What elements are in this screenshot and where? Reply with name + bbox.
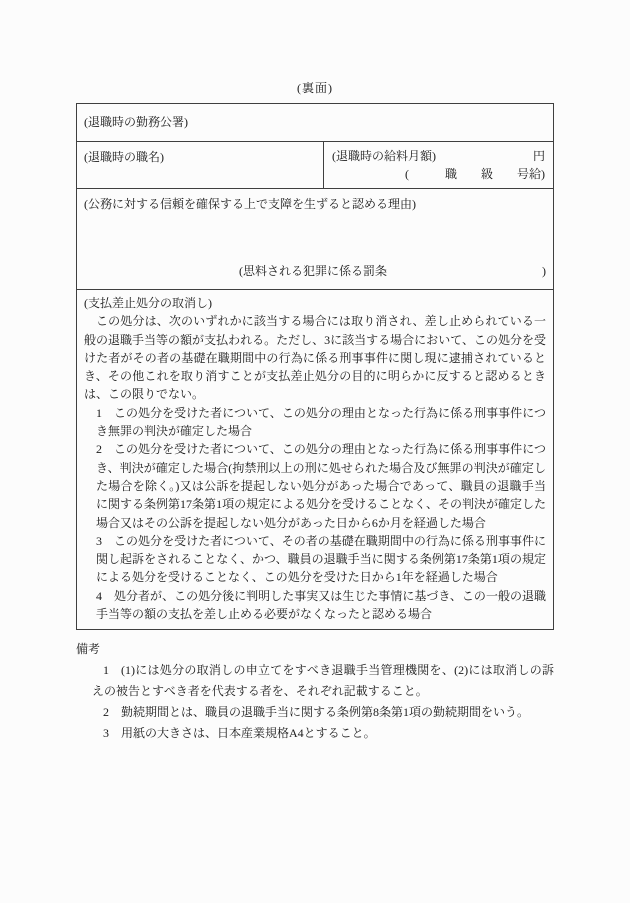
item-text: この処分を受けた者について、この処分の理由となった行為に係る刑事事件につき、判決が確定した場合(拘禁刑以上の刑に処せられた場合及び無罪の判決が確定した場合を除く。)又は公訴を提起しない処分があった場合であって、職員の退職手当に関する条例第17条第1項の規定による処分を受けることなく、その判決が確定した場合又はその公訴を提起しない処分があった日から6か月を経過した場合 [96, 442, 546, 530]
remarks-item-3 [92, 723, 554, 744]
remarks-heading: 備考 [76, 642, 101, 657]
document-sheet [76, 0, 554, 744]
remarks-item-1 [92, 660, 554, 702]
jobtitle-label: (退職時の職名) [84, 150, 164, 164]
jobtitle-salary-row [77, 141, 553, 188]
penal-provision-close-paren: ) [542, 264, 546, 278]
remarks-section [76, 639, 554, 744]
item-text: この処分を受けた者について、この処分の理由となった行為に係る刑事事件につき無罪の判決が確定した場合 [96, 405, 546, 439]
cancellation-item-3 [96, 532, 546, 587]
item-number: 4 [96, 588, 102, 603]
item-text: (1)には処分の取消しの申立てをすべき退職手当管理機関を、(2)には取消しの訴えの被告とすべき者を代表する者を、それぞれ記載すること。 [92, 663, 554, 699]
cancellation-heading: (支払差止処分の取消し) [84, 296, 212, 310]
item-number: 1 [96, 405, 102, 420]
salary-cell [323, 142, 553, 188]
item-number: 3 [96, 533, 102, 548]
item-text: 用紙の大きさは、日本産業規格A4とすること。 [121, 726, 376, 741]
item-number: 1 [103, 663, 109, 678]
item-number: 3 [103, 726, 109, 741]
salary-unit-label: 円 [532, 149, 545, 163]
item-text: 勤続期間とは、職員の退職手当に関する条例第8条第1項の勤続期間をいう。 [121, 705, 530, 720]
form-table [76, 103, 554, 630]
cancellation-intro: この処分は、次のいずれかに該当する場合には取り消され、差し止められている一般の退職手当等の額が支払われる。ただし、3に該当する場合において、この処分を受けた者がその者の基礎在職期間中の行為に係る刑事事件に関し現に逮捕されているとき、その他これを取り消すことが支払差止処分の目的に明らかに反すると認めるときは、この限りでない。 [84, 314, 546, 402]
cancellation-row [77, 289, 553, 629]
cancellation-item-1 [96, 404, 546, 441]
reason-label: (公務に対する信頼を確保する上で支障を生ずると認める理由) [84, 197, 416, 211]
workplace-row [77, 104, 553, 141]
reason-row [77, 188, 553, 289]
item-number: 2 [103, 705, 109, 720]
cancellation-item-2 [96, 440, 546, 531]
item-number: 2 [96, 442, 102, 457]
penal-provision-label: (思料される犯罪に係る罰条 [239, 264, 387, 278]
remarks-item-2 [92, 702, 554, 723]
workplace-label: (退職時の勤務公署) [84, 115, 188, 129]
item-text: この処分を受けた者について、その者の基礎在職期間中の行為に係る刑事事件に関し起訴をされることなく、かつ、職員の退職手当に関する条例第17条第1項の規定による処分を受けることなく、この処分を受けた日から1年を経過した場合 [96, 533, 546, 585]
salary-amount-line [332, 147, 545, 165]
salary-label: (退職時の給料月額) [332, 149, 436, 163]
page-title: (裏面) [297, 81, 333, 95]
penal-provision-row [84, 262, 546, 280]
cancellation-item-4 [96, 587, 546, 624]
item-text: 処分者が、この処分後に判明した事実又は生じた事情に基づき、この一般の退職手当等の額の支払を差し止める必要がなくなったと認める場合 [96, 588, 546, 622]
jobtitle-cell [77, 142, 323, 188]
salary-grade-line: ( 職 級 号給) [405, 167, 545, 181]
